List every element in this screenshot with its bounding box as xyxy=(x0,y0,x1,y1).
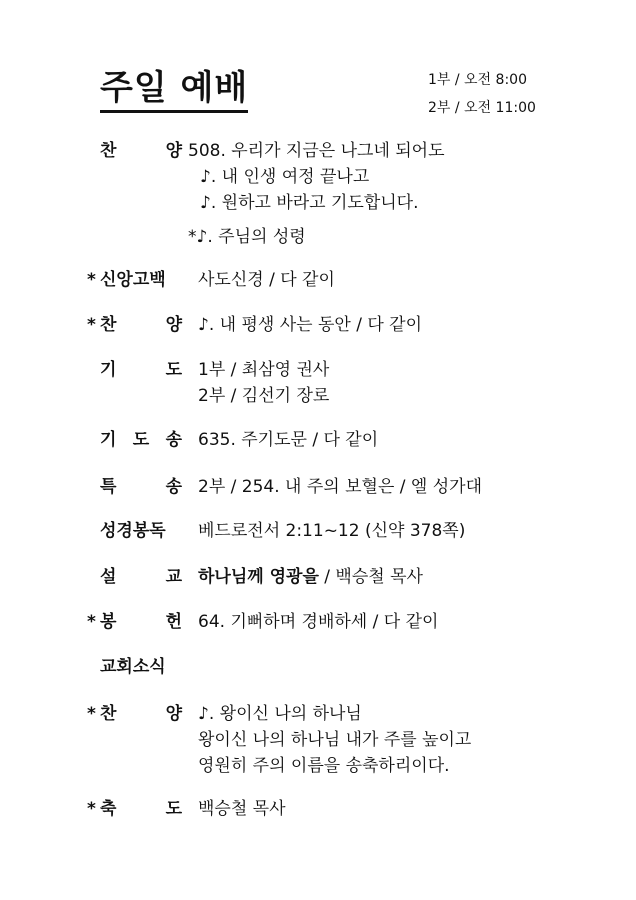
standing-mark: * xyxy=(87,799,96,819)
order-line: ♪. 왕이신 나의 하나님 xyxy=(198,704,362,724)
sermon-preacher: / 백승철 목사 xyxy=(318,567,423,587)
order-line: ♪. 내 평생 사는 동안 / 다 같이 xyxy=(198,315,423,335)
label-char: 특 xyxy=(100,477,117,497)
label-char: 교회소식 xyxy=(100,657,166,677)
order-content xyxy=(198,267,335,293)
hymn-title: 508. 우리가 지금은 나그네 되어도 xyxy=(188,141,445,161)
order-label xyxy=(87,267,182,293)
label-char: 양 xyxy=(165,141,182,161)
label-char: 찬 xyxy=(100,141,117,161)
order-content xyxy=(198,474,482,500)
order-label xyxy=(87,701,182,727)
standing-mark: * xyxy=(87,704,96,724)
service-times xyxy=(428,66,536,122)
label-char: 찬 xyxy=(100,704,117,724)
label-char: 찬 xyxy=(100,315,117,335)
order-label xyxy=(90,564,182,590)
order-line: 백승철 목사 xyxy=(198,799,286,819)
label-char: 신앙고백 xyxy=(100,270,166,290)
order-line: 2부 / 254. 내 주의 보혈은 / 엘 성가대 xyxy=(198,477,482,497)
order-content xyxy=(188,138,445,250)
order-label xyxy=(87,312,182,338)
label-char: 축 xyxy=(100,799,117,819)
order-line: 사도신경 / 다 같이 xyxy=(198,270,335,290)
order-label xyxy=(90,654,182,680)
label-char: 봉 xyxy=(100,612,117,632)
standing-mark: * xyxy=(87,612,96,632)
service-time-2: 2부 / 오전 11:00 xyxy=(428,100,536,116)
order-line: 베드로전서 2:11~12 (신약 378쪽) xyxy=(198,521,466,541)
order-label xyxy=(87,609,182,635)
label-char: 양 xyxy=(165,704,182,724)
hymn-verse: ♪. 내 인생 여정 끝나고 xyxy=(200,167,370,187)
order-label xyxy=(87,796,182,822)
label-char: 도 xyxy=(165,799,182,819)
service-time-1: 1부 / 오전 8:00 xyxy=(428,72,527,88)
order-content xyxy=(198,518,465,544)
order-label xyxy=(90,138,182,164)
order-line: 635. 주기도문 / 다 같이 xyxy=(198,430,379,450)
order-content xyxy=(198,796,286,822)
order-content xyxy=(198,427,378,453)
order-content xyxy=(198,701,471,779)
standing-mark: * xyxy=(87,315,96,335)
order-content xyxy=(198,312,422,338)
hymn-verse: ♪. 원하고 바라고 기도합니다. xyxy=(200,193,419,213)
label-char: 교 xyxy=(165,567,182,587)
label-char: 송 xyxy=(165,477,182,497)
hymn-verse: *♪. 주님의 성령 xyxy=(188,227,306,247)
standing-mark: * xyxy=(87,270,96,290)
label-char: 설 xyxy=(100,567,117,587)
order-line: 64. 기뻐하며 경배하세 / 다 같이 xyxy=(198,612,439,632)
sermon-title: 하나님께 영광을 xyxy=(198,567,319,587)
order-content xyxy=(198,564,423,590)
label-char: 성경봉독 xyxy=(100,521,166,541)
label-char: 양 xyxy=(165,315,182,335)
label-char: 헌 xyxy=(165,612,182,632)
order-label xyxy=(90,357,182,383)
order-line: 2부 / 김선기 장로 xyxy=(198,386,330,406)
label-char: 기 xyxy=(100,430,117,450)
order-label xyxy=(90,474,182,500)
page-title: 주일 예배 xyxy=(100,68,248,113)
order-label xyxy=(90,427,182,453)
order-content xyxy=(198,609,438,635)
label-char: 송 xyxy=(165,430,182,450)
order-content xyxy=(198,357,329,409)
order-line: 1부 / 최삼영 권사 xyxy=(198,360,330,380)
order-label xyxy=(90,518,182,544)
label-char: 도 xyxy=(132,430,150,450)
order-line: 영원히 주의 이름을 송축하리이다. xyxy=(198,756,450,776)
label-char: 도 xyxy=(165,360,182,380)
label-char: 기 xyxy=(100,360,117,380)
order-line: 왕이신 나의 하나님 내가 주를 높이고 xyxy=(198,730,472,750)
